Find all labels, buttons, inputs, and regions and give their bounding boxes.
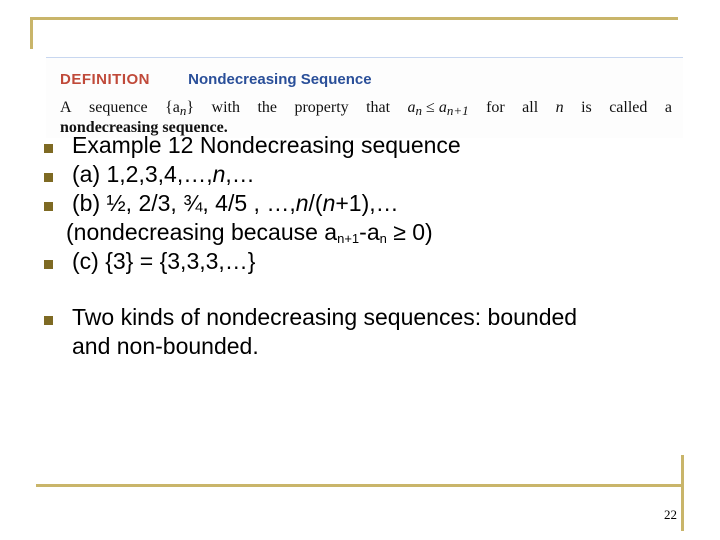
- def-word: called: [609, 99, 648, 116]
- bullet-text-prefix: (a) 1,2,3,4,…,: [72, 161, 213, 187]
- bullet-item-kinds: [44, 303, 664, 361]
- var-n: n: [295, 190, 309, 216]
- frame-right-line: [681, 455, 684, 531]
- ineq-a: a: [407, 99, 416, 116]
- def-word: the: [257, 99, 277, 116]
- bullet-continuation: [44, 218, 664, 247]
- square-bullet-icon: [44, 260, 53, 269]
- def-word: for: [486, 99, 505, 116]
- cont-mid: -a: [359, 219, 380, 245]
- bullet-item-a: [44, 160, 664, 189]
- bullet-item-c: [44, 247, 664, 276]
- ineq-a-sub: n: [415, 103, 423, 118]
- ineq-b-sub: n+1: [446, 103, 469, 118]
- def-var-n: n: [555, 99, 564, 116]
- ineq-op: ≤: [422, 99, 439, 116]
- seq-open: {a: [165, 99, 180, 116]
- bullet-text: (c) {3} = {3,3,3,…}: [72, 248, 256, 274]
- def-word: A: [60, 99, 72, 116]
- seq-sub: n: [179, 103, 187, 118]
- definition-label: DEFINITION: [60, 71, 150, 88]
- inequality: [408, 98, 469, 118]
- frame-left-line: [30, 17, 33, 49]
- ineq-b: a: [438, 99, 447, 116]
- square-bullet-icon: [44, 144, 53, 153]
- definition-line-2: nondecreasing sequence.: [60, 119, 228, 136]
- definition-title-row: [60, 71, 372, 88]
- bullet-text-suffix: +1),…: [335, 190, 399, 216]
- cont-sub-1: n+1: [337, 231, 360, 246]
- square-bullet-icon: [44, 202, 53, 211]
- bullet-text-line-1: Two kinds of nondecreasing sequences: bounded: [72, 304, 578, 330]
- def-word: is: [581, 99, 592, 116]
- cont-sub-2: n: [379, 231, 387, 246]
- def-word: a: [664, 99, 672, 116]
- var-n: n: [322, 190, 336, 216]
- frame-bottom-line: [36, 484, 684, 487]
- bullet-item-b: [44, 189, 664, 218]
- definition-name: Nondecreasing Sequence: [188, 71, 372, 88]
- definition-box: [46, 57, 683, 138]
- bullet-text: Example 12 Nondecreasing sequence: [72, 132, 461, 158]
- bullet-text-prefix: (b) ½, 2/3, ¾, 4/5 , …,: [72, 190, 296, 216]
- square-bullet-icon: [44, 173, 53, 182]
- def-word: sequence: [89, 99, 148, 116]
- cont-prefix: (nondecreasing because a: [66, 219, 338, 245]
- cont-suffix: ≥ 0): [386, 219, 433, 245]
- def-word: with: [211, 99, 240, 116]
- def-word: that: [366, 99, 391, 116]
- frame-top-line: [30, 17, 678, 20]
- bullet-text-mid: /(: [308, 190, 323, 216]
- bullet-text-suffix: ,…: [225, 161, 255, 187]
- definition-line-1: [60, 98, 672, 118]
- def-word: all: [522, 99, 539, 116]
- var-n: n: [212, 161, 226, 187]
- square-bullet-icon: [44, 316, 53, 325]
- bullet-list: [44, 131, 664, 361]
- seq-close: }: [186, 99, 195, 116]
- bullet-item-example: [44, 131, 664, 160]
- sequence-notation: [165, 98, 194, 118]
- def-word: property: [294, 99, 349, 116]
- spacer: [44, 276, 664, 303]
- page-number: 22: [664, 507, 677, 522]
- bullet-text-line-2: and non-bounded.: [72, 333, 259, 359]
